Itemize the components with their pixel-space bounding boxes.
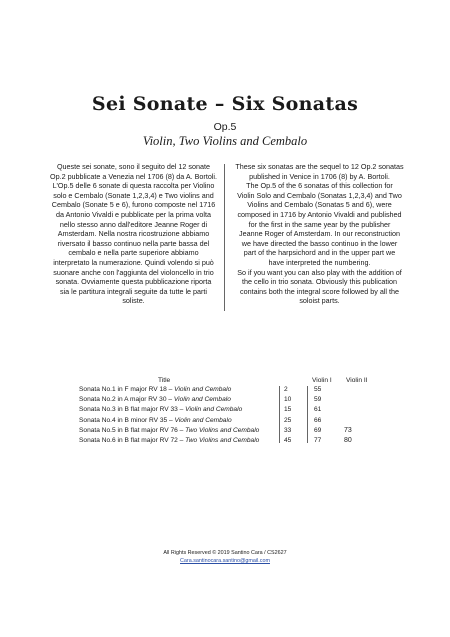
violin2-page: 80	[344, 436, 352, 444]
table-header-violin1: Violin I	[312, 377, 332, 384]
violin1-page: 77	[314, 436, 322, 444]
score-page: 33	[284, 426, 292, 434]
text-line: published in Venice in 1706 (8) by A. Bortoli.	[249, 171, 390, 181]
text-line: sia le partitura integrali seguite da tutte le parti	[59, 286, 208, 296]
sonata-instrumentation: Two Violins and Cembalo	[185, 436, 260, 444]
score-page: 2	[284, 386, 288, 393]
sonata-title: Sonata No.1 in F major RV 18 – Violin and Cembalo	[79, 386, 232, 393]
sonata-instrumentation: Violin and Cembalo	[174, 386, 232, 393]
opus-number: Op.5	[213, 121, 237, 133]
text-line: sonata. Ovviamente questa pubblicazione riporta	[55, 277, 212, 287]
sonata-title: Sonata No.6 in B flat major RV 72 – Two Violins and Cembalo	[79, 436, 260, 444]
sonata-instrumentation: Violin and Cembalo	[173, 396, 231, 404]
text-line: for the first in the same year by the publisher	[248, 219, 391, 229]
text-line: These six sonatas are the sequel to 12 Op.2 sonatas	[235, 162, 404, 171]
text-line: Queste sei sonate, sono il seguito del 12 sonate	[56, 162, 211, 171]
table-row	[79, 426, 379, 436]
sonata-title: Sonata No.5 in B flat major RV 76 – Two Violins and Cembalo	[79, 426, 260, 434]
text-line: the cello in trio sonata. Obviously this publication	[241, 277, 397, 287]
text-line: Violins and Cembalo (Sonatas 5 and 6), were	[247, 200, 392, 210]
table-row	[79, 405, 379, 415]
text-line: riversato il basso continuo nella parte bassa del	[57, 238, 210, 248]
score-page: 10	[284, 396, 292, 404]
violin1-page: 61	[314, 406, 322, 414]
table-row	[79, 416, 379, 426]
violin1-page: 59	[314, 396, 322, 404]
text-line: soloist parts.	[299, 296, 340, 306]
violin1-page: 55	[314, 386, 322, 393]
text-line: interpretato la numerazione. Quindi volendo si può	[53, 257, 214, 267]
text-line: Violin Solo and Cembalo (Sonatas 1,2,3,4) and Two	[237, 190, 402, 200]
table-header-title: Title	[158, 377, 171, 384]
table-row	[79, 385, 379, 395]
text-line: Op.2 pubblicate a Venezia nel 1706 (8) da A. Bortoli.	[49, 171, 218, 181]
text-line: Jeanne Roger of Amsterdam. In our reconstruction	[238, 229, 400, 239]
violin1-page: 66	[314, 416, 322, 424]
footer	[0, 549, 450, 565]
score-page: 25	[284, 416, 292, 424]
text-line: The Op.5 of the 6 sonatas of this collection for	[246, 181, 393, 191]
text-line: Cembalo (Sonate 5 e 6), furono composte nel 1716	[51, 200, 216, 210]
text-line: contains both the integral score followed by all the	[239, 286, 400, 296]
document-subtitle: Violin, Two Violins and Cembalo	[142, 134, 308, 148]
column-divider	[224, 164, 225, 311]
text-line: So if you want you can also play with the addition of	[237, 267, 402, 277]
text-line: da Antonio Vivaldi e pubblicate per la prima volta	[56, 209, 211, 219]
copyright-notice: All Rights Reserved © 2019 Santino Cara / CS2627	[163, 550, 287, 556]
italian-description	[48, 162, 219, 306]
text-line: have interpreted the numbering.	[268, 257, 371, 267]
table-row	[79, 436, 379, 446]
violin2-page: 73	[344, 426, 352, 434]
score-page: 15	[284, 406, 292, 414]
document-title: Sei Sonate – Six Sonatas	[91, 93, 359, 115]
text-line: nello stesso anno dall'editore Jeanne Roger di	[59, 219, 208, 229]
text-line: Amsterdam. Nella nostra ricostruzione abbiamo	[57, 229, 210, 239]
sonata-title: Sonata No.3 in B flat major RV 33 – Violin and Cembalo	[79, 406, 243, 414]
english-description	[228, 162, 411, 306]
text-line: solo e Cembalo (Sonate 1,2,3,4) e Two violins and	[53, 190, 214, 200]
sonata-title: Sonata No.4 in B minor RV 35 – Violin and Cembalo	[79, 416, 232, 424]
text-line: cembalo e nella parte superiore abbiamo	[68, 248, 199, 258]
sonata-instrumentation: Violin and Cembalo	[185, 406, 243, 414]
text-line: composed in 1716 by Antonio Vivaldi and published	[237, 209, 402, 219]
table-header-violin2: Violin II	[346, 377, 368, 384]
sonata-title: Sonata No.2 in A major RV 30 – Violin and Cembalo	[79, 396, 231, 404]
sonata-instrumentation: Two Violins and Cembalo	[185, 426, 260, 434]
table-row	[79, 395, 379, 405]
text-line: suonare anche con l'aggiunta del violoncello in trio	[53, 267, 214, 277]
contact-email-link[interactable]: Cara.santinocara.santino@gmail.com	[180, 558, 270, 564]
text-line: we have directed the basso continuo in the lower	[241, 238, 398, 248]
text-line: soliste.	[122, 296, 145, 306]
sonata-table	[79, 385, 379, 446]
violin1-page: 69	[314, 426, 322, 434]
text-line: L'Op.5 delle 6 sonate di questa raccolta per Violino	[52, 181, 215, 191]
sonata-instrumentation: Violin and Cembalo	[174, 416, 232, 424]
score-page: 45	[284, 436, 292, 444]
text-line: part of the harpsichord and in the upper part we	[243, 248, 396, 258]
